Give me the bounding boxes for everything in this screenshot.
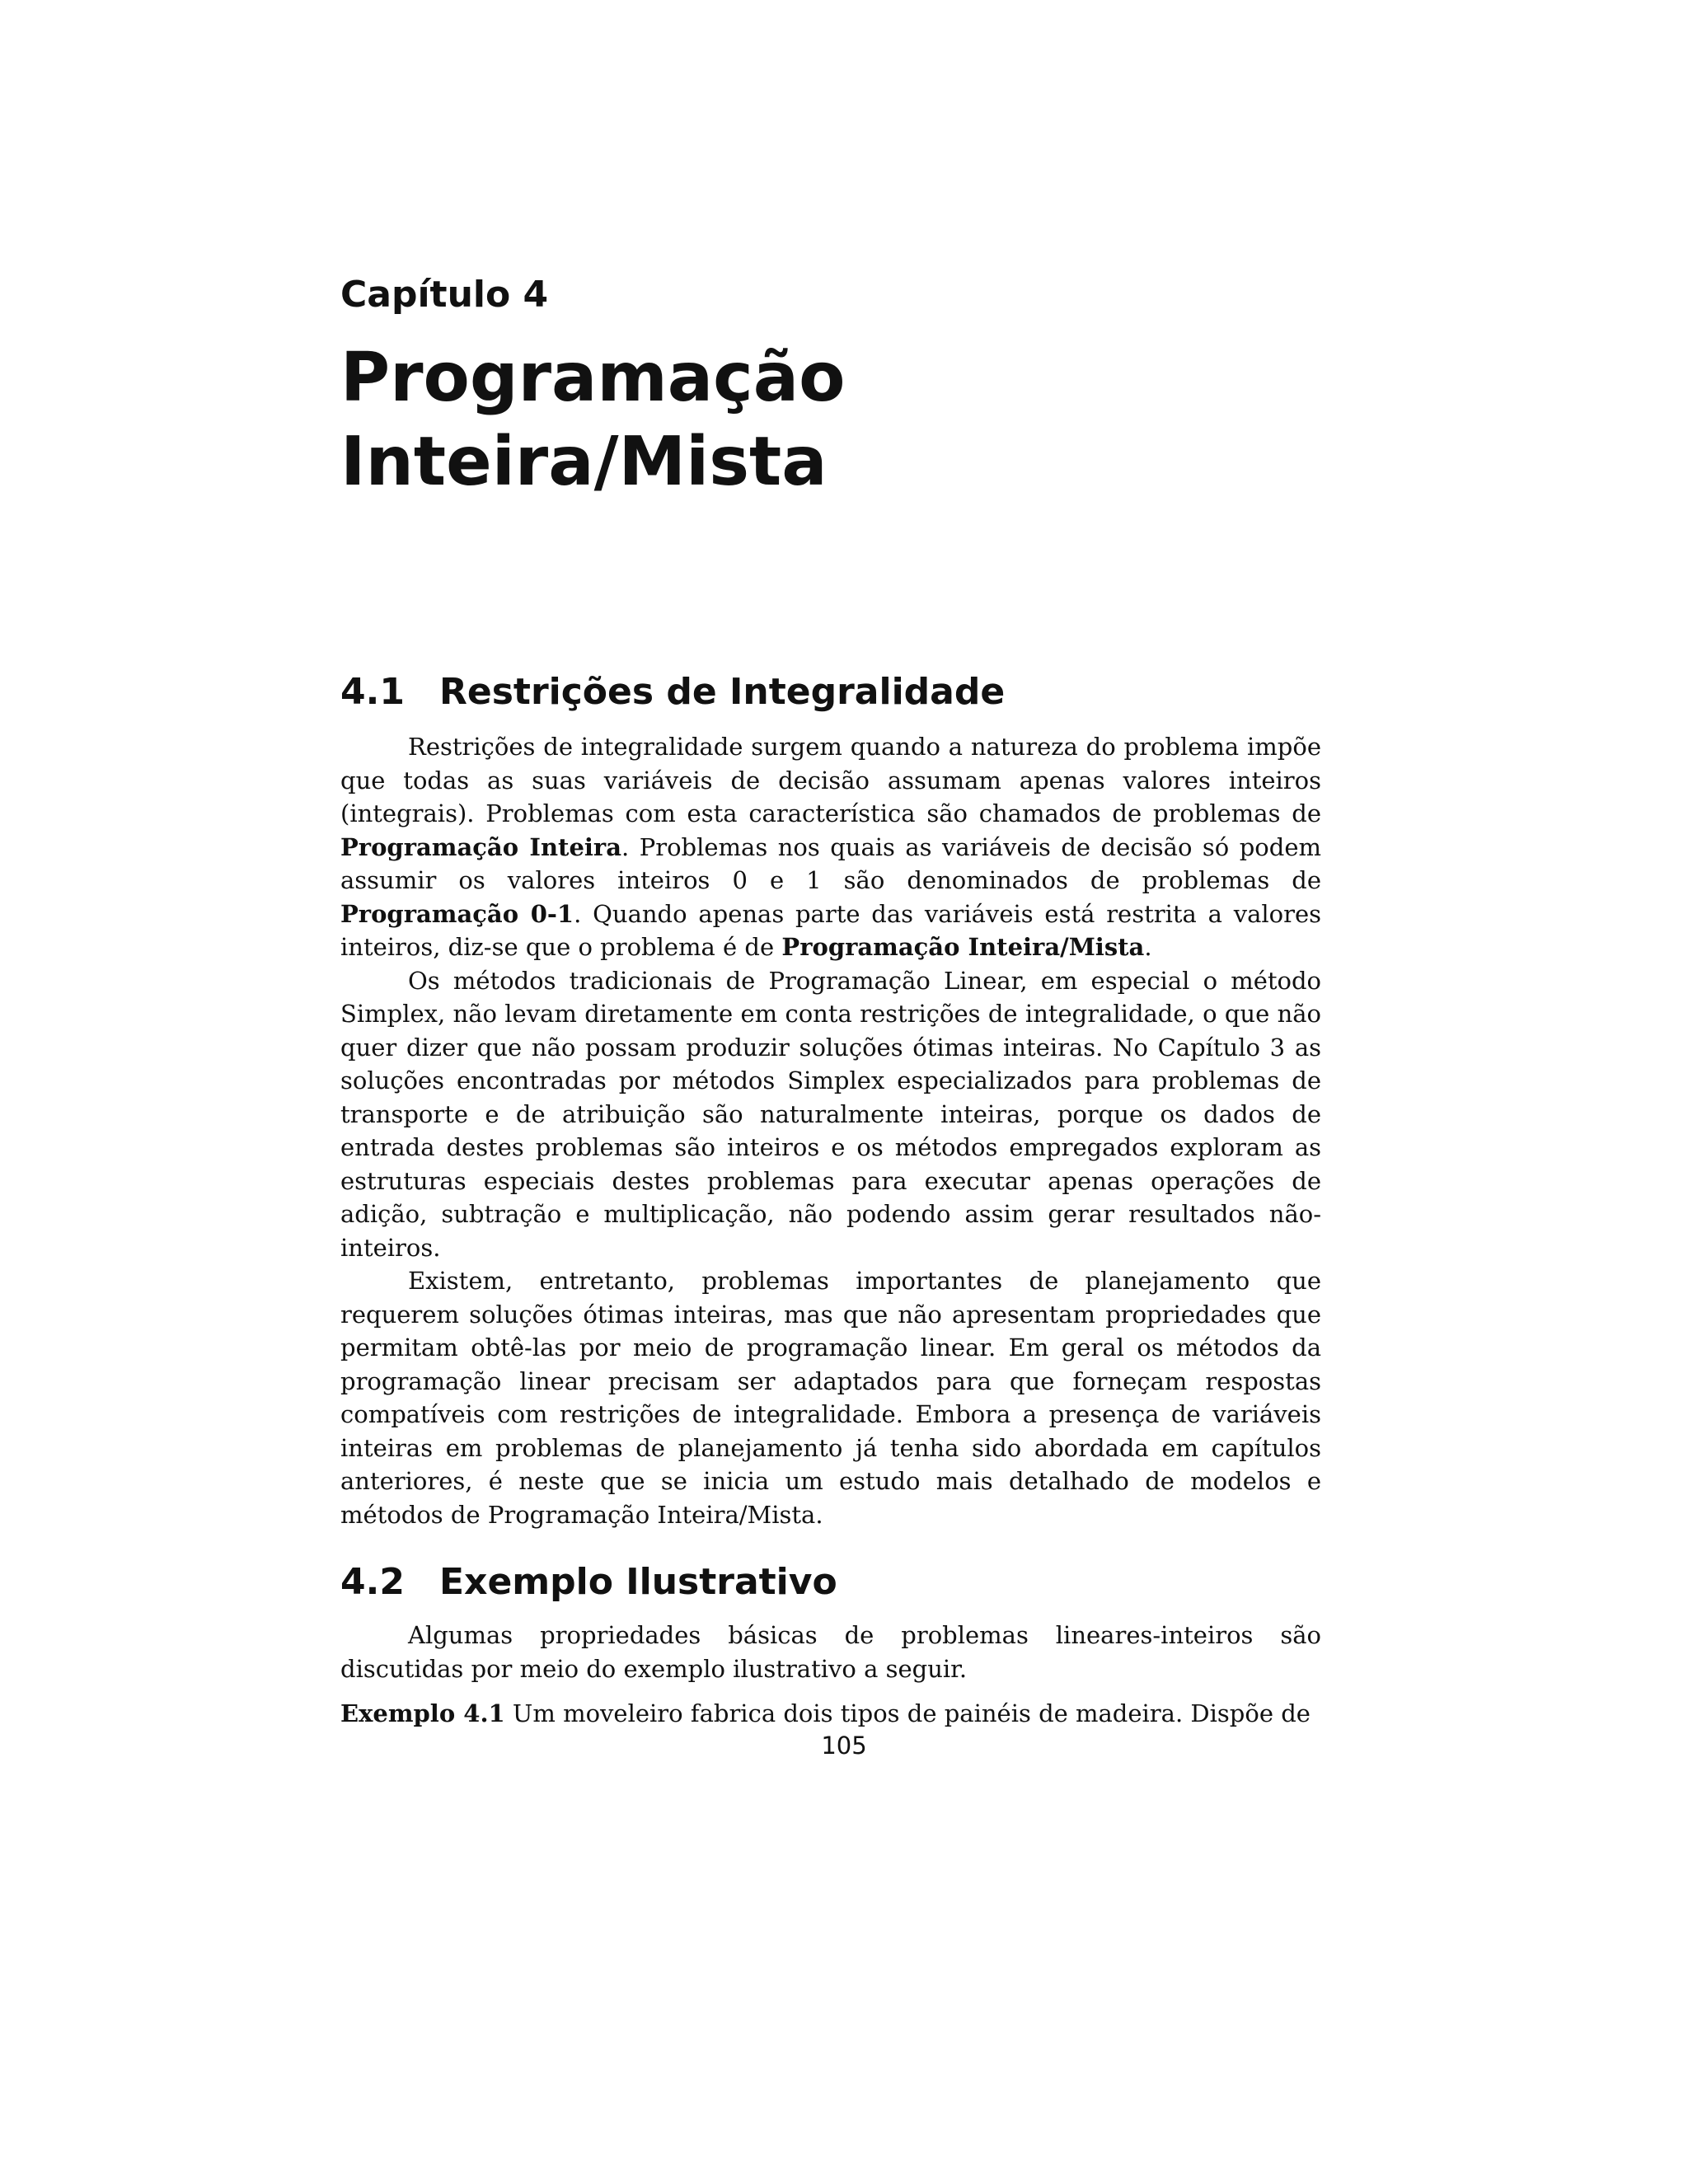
- term-programacao-0-1: Programação 0-1: [340, 899, 574, 928]
- paragraph-simplex: Os métodos tradicionais de Programação Linear, em especial o método Simplex, não levam diretamente em conta restrições de integralidade, o que não quer dizer que não possam produzir soluções ótimas inteiras. No Capítulo 3 as soluções encontradas por métodos Simplex especializados para problemas de transporte e de atribuição são naturalmente inteiras, porque os dados de entrada destes problemas são inteiros e os métodos empregados exploram as estruturas especiais destes problemas para executar apenas operações de adição, subtração e multiplicação, não podendo assim gerar resultados não-inteiros.: [340, 966, 1321, 1262]
- section-heading-4-1: [340, 669, 1321, 715]
- page-content: [340, 272, 1321, 1731]
- chapter-title: [340, 336, 1321, 504]
- example-4-1: [340, 1697, 1321, 1731]
- paragraph-properties: Algumas propriedades básicas de problemas lineares-inteiros são discutidas por meio do exemplo ilustrativo a seguir.: [340, 1621, 1321, 1683]
- section-title: Exemplo Ilustrativo: [439, 1561, 837, 1603]
- section-title: Restrições de Integralidade: [439, 671, 1006, 713]
- section-body-4-1: [340, 730, 1321, 1531]
- text-run: . Problemas nos quais as variáveis de decisão só podem assumir os valores inteiros 0 e 1 são denominados de problemas de: [340, 832, 1321, 894]
- chapter-title-line1: Programação: [340, 339, 846, 417]
- page-number: 105: [821, 1732, 867, 1760]
- section-number: 4.2: [340, 1561, 405, 1603]
- chapter-title-line2: Inteira/Mista: [340, 423, 828, 501]
- section-number: 4.1: [340, 671, 405, 713]
- example-label: Exemplo 4.1: [340, 1699, 505, 1727]
- text-run: Restrições de integralidade surgem quando a natureza do problema impõe que todas as suas variáveis de decisão assumam apenas valores inteiros (integrais). Problemas com esta característica são chamados de problemas de: [340, 733, 1321, 827]
- text-run: .: [1144, 933, 1152, 961]
- paragraph-integrality: [340, 730, 1321, 964]
- chapter-label: Capítulo 4: [340, 274, 549, 316]
- section-heading-4-2: [340, 1559, 1321, 1605]
- example-text: Um moveleiro fabrica dois tipos de painéis de madeira. Dispõe de: [504, 1699, 1311, 1727]
- text-run: . Quando apenas parte das variáveis está restrita a valores inteiros, diz-se que o problema é de: [340, 899, 1322, 961]
- term-programacao-inteira-mista: Programação Inteira/Mista: [781, 933, 1145, 961]
- paragraph-planning: Existem, entretanto, problemas importantes de planejamento que requerem soluções ótimas inteiras, mas que não apresentam propriedades que permitam obtê-las por meio de programação linear. Em geral os métodos da programação linear precisam ser adaptados para que forneçam respostas compatíveis com restrições de integralidade. Embora a presença de variáveis inteiras em problemas de planejamento já tenha sido abordada em capítulos anteriores, é neste que se inicia um estudo mais detalhado de modelos e métodos de Programação Inteira/Mista.: [340, 1267, 1321, 1529]
- term-programacao-inteira: Programação Inteira: [340, 832, 621, 861]
- section-body-4-2: [340, 1619, 1321, 1731]
